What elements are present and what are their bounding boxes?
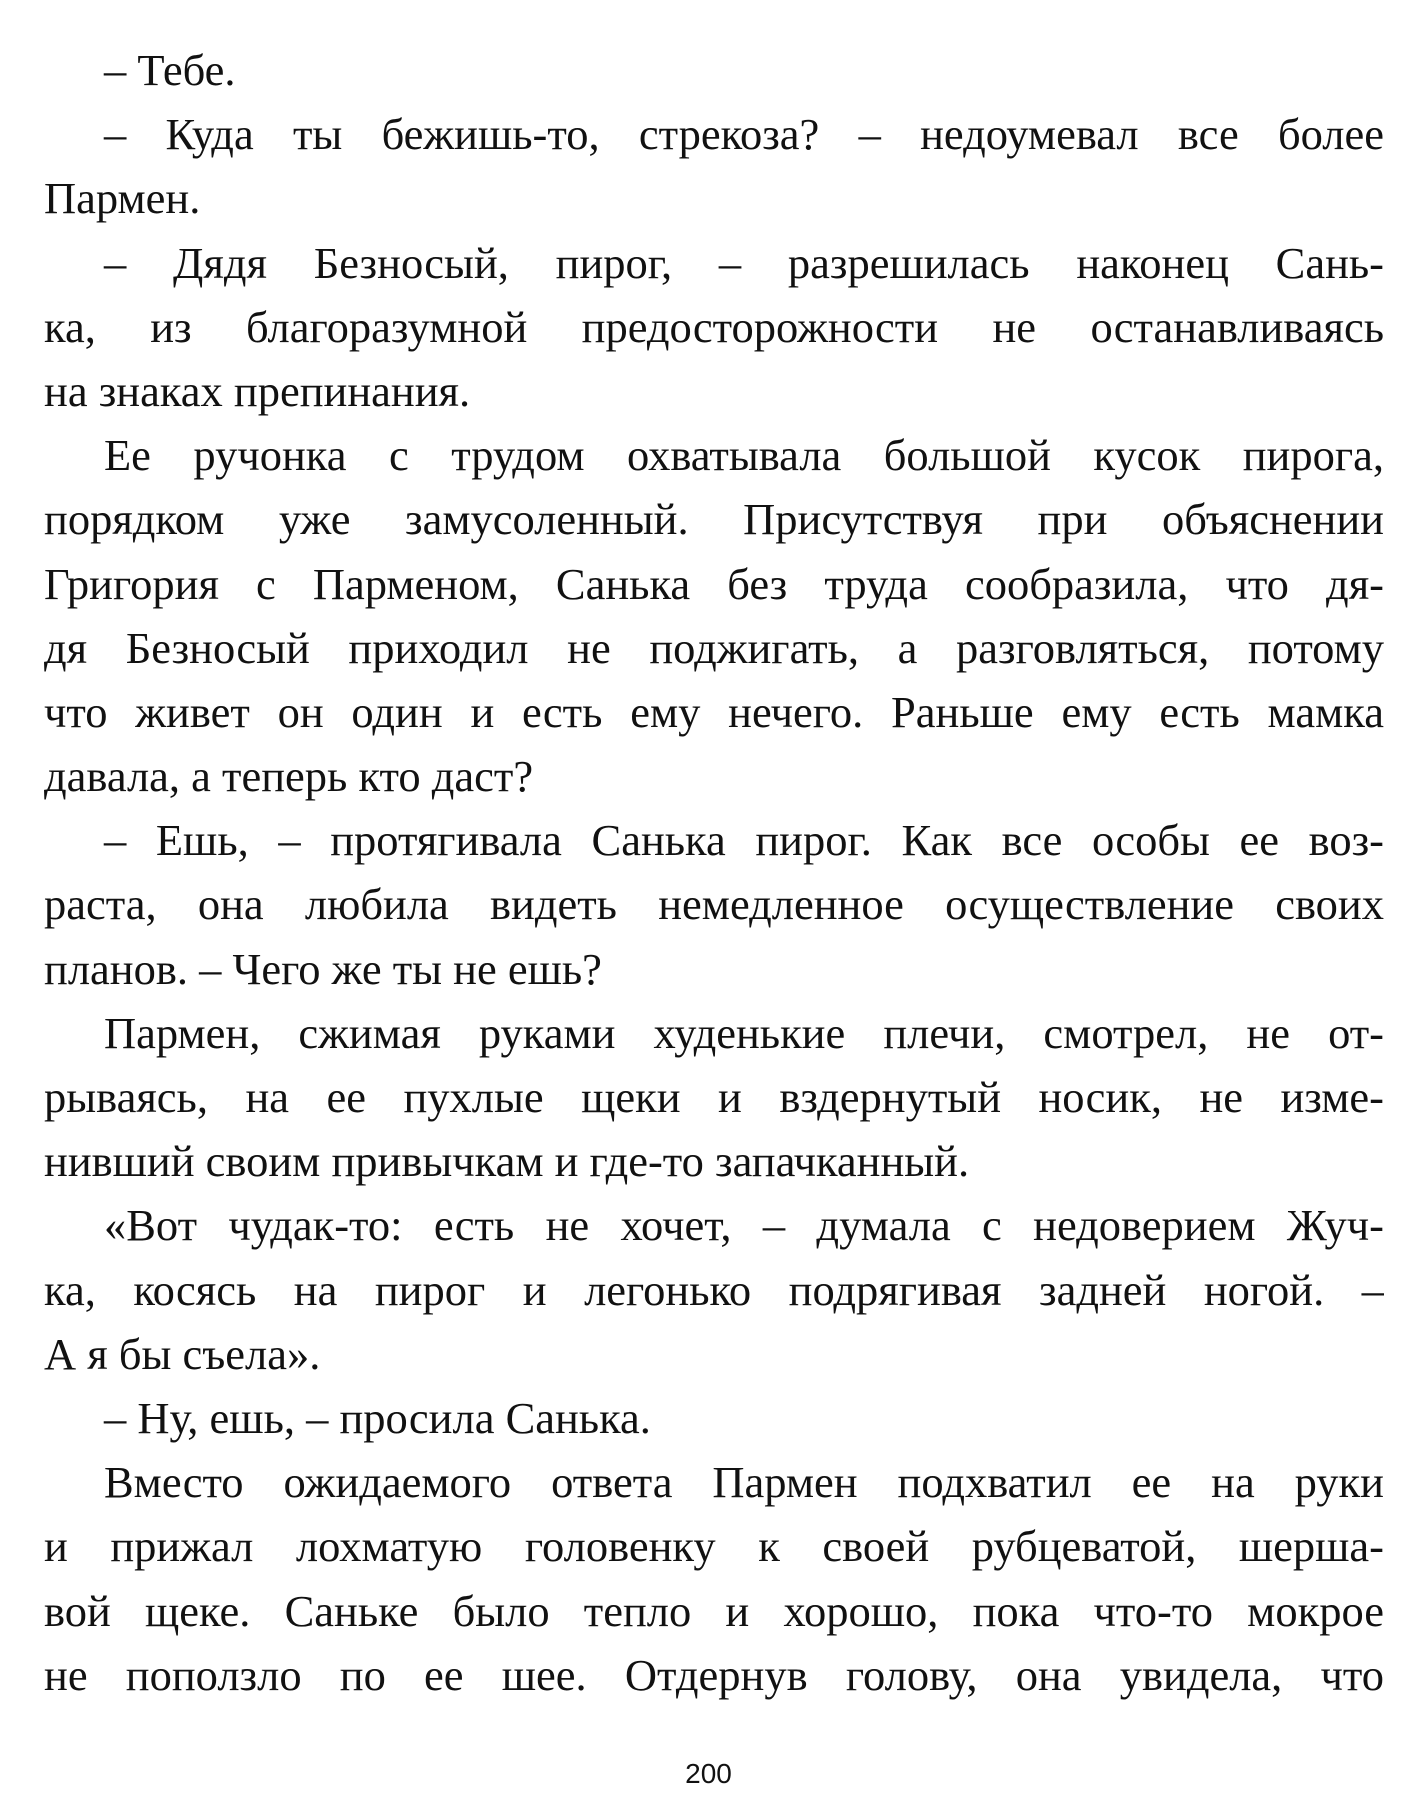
text-line: и прижал лохматую головенку к своей рубцеватой, шерша- bbox=[44, 1521, 1384, 1572]
text-line: что живет он один и есть ему нечего. Раньше ему есть мамка bbox=[44, 686, 1384, 737]
text-line: – Тебе. bbox=[104, 45, 236, 95]
text-line: порядком уже замусоленный. Присутствуя при объяснении bbox=[44, 494, 1384, 545]
text-line: давала, а теперь кто даст? bbox=[44, 751, 534, 802]
text-line: Григория с Пармeном, Санька без труда сообразила, что дя- bbox=[44, 558, 1384, 609]
text-line: раста, она любила видеть немедленное осуществление своих bbox=[44, 879, 1384, 930]
text-line: планов. – Чего же ты не ешь? bbox=[44, 943, 602, 994]
text-line: дя Безносый приходил не поджигать, а разговляться, потому bbox=[44, 622, 1384, 673]
text-line: на знаках препинания. bbox=[44, 365, 471, 416]
text-line: «Вот чудак-то: есть не хочет, – думала с недоверием Жуч- bbox=[104, 1200, 1384, 1251]
text-line: Пармен. bbox=[44, 173, 201, 224]
text-line: рываясь, на ее пухлые щеки и вздернутый носик, не изме- bbox=[44, 1072, 1384, 1122]
page-body bbox=[44, 38, 1384, 1707]
text-line: А я бы съела». bbox=[44, 1328, 321, 1379]
page-number: 200 bbox=[685, 1758, 732, 1789]
text-line: – Ну, ешь, – просила Санька. bbox=[104, 1392, 651, 1443]
text-line: вой щеке. Саньке было тепло и хорошо, пока что-то мокрое bbox=[44, 1585, 1384, 1636]
text-line: Пармен, сжимая руками худенькие плечи, смотрел, не от- bbox=[104, 1007, 1384, 1058]
text-line: ка, из благоразумной предосторожности не останавливаясь bbox=[44, 301, 1384, 352]
text-line: нивший своим привычкам и где-то запачканный. bbox=[44, 1136, 970, 1187]
text-line: Ее ручонка с трудом охватывала большой кусок пирога, bbox=[104, 430, 1384, 481]
text-line: Вместо ожидаемого ответа Пармен подхватил ее на руки bbox=[104, 1457, 1384, 1508]
text-line: – Дядя Безносый, пирог, – разрешилась наконец Сань- bbox=[104, 237, 1384, 288]
text-line: ка, косясь на пирог и легонько подрягивая задней ногой. – bbox=[44, 1264, 1384, 1315]
text-line: – Ешь, – протягивала Санька пирог. Как все особы ее воз- bbox=[104, 815, 1384, 866]
text-line: не поползло по ее шее. Отдернув голову, она увидела, что bbox=[44, 1649, 1384, 1700]
text-line: – Куда ты бежишь-то, стрекоза? – недоумевал все более bbox=[104, 109, 1384, 160]
